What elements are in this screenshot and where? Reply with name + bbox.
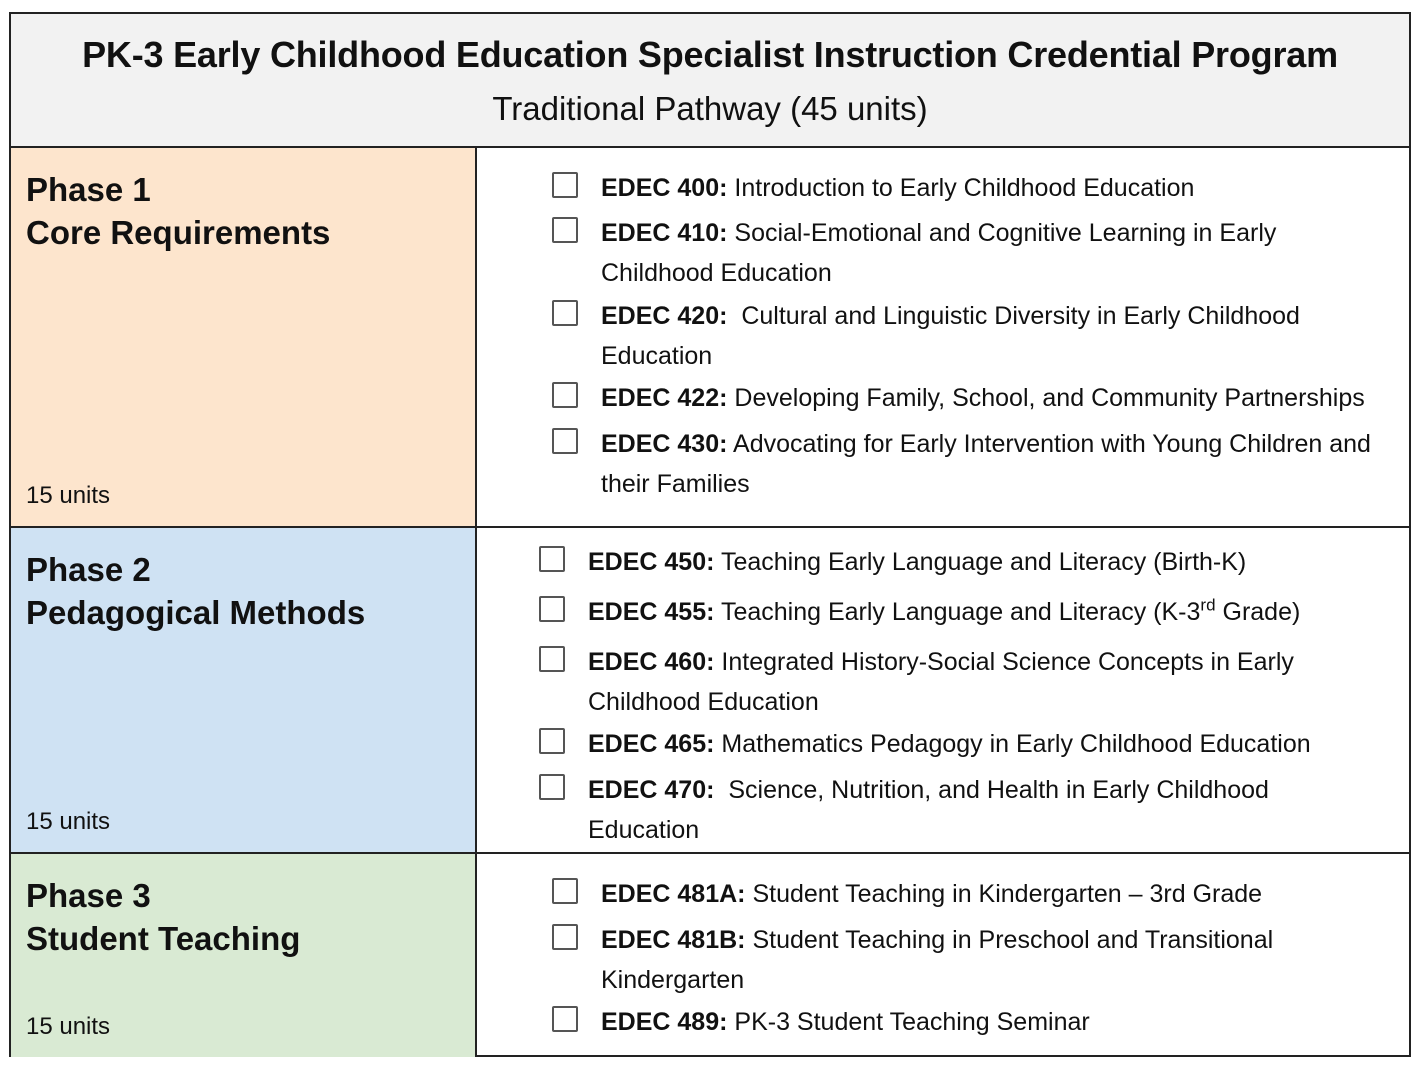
course-code: EDEC 410:	[601, 219, 728, 247]
course-title: Student Teaching in Kindergarten – 3rd Grade	[745, 880, 1263, 908]
page-title: PK-3 Early Childhood Education Specialist Instruction Credential Program	[82, 34, 1338, 75]
phase-number: Phase 3	[26, 877, 151, 914]
page-subtitle: Traditional Pathway (45 units)	[492, 90, 928, 127]
course-checkbox[interactable]	[552, 300, 578, 326]
course-code: EDEC 489:	[601, 1008, 728, 1036]
course-checkbox[interactable]	[539, 728, 565, 754]
course-title: Introduction to Early Childhood Education	[727, 174, 1195, 202]
course-checkbox[interactable]	[552, 217, 578, 243]
phase-cell	[11, 528, 477, 852]
phase-heading	[26, 168, 330, 254]
course-code: EDEC 460:	[588, 648, 715, 676]
course-checkbox[interactable]	[552, 428, 578, 454]
phase-units: 15 units	[26, 1013, 111, 1040]
course-code: EDEC 465:	[588, 730, 715, 758]
program-table	[9, 12, 1411, 1057]
course-item	[601, 1002, 1401, 1042]
course-item	[601, 296, 1371, 376]
course-item	[588, 770, 1328, 850]
course-checkbox[interactable]	[552, 878, 578, 904]
course-title: Integrated History-Social Science Concepts in Early Childhood Education	[588, 648, 1294, 716]
course-title: Science, Nutrition, and Health in Early Childhood Education	[588, 776, 1276, 844]
course-code: EDEC 400:	[601, 174, 728, 202]
phase-number: Phase 2	[26, 551, 151, 588]
course-item	[601, 424, 1401, 504]
course-title: PK-3 Student Teaching Seminar	[727, 1008, 1090, 1036]
course-checkbox[interactable]	[552, 382, 578, 408]
phase-heading	[26, 874, 300, 960]
phase-title: Student Teaching	[26, 920, 301, 957]
phase-units: 15 units	[26, 808, 111, 835]
course-title: Teaching Early Language and Literacy (K-3	[714, 598, 1201, 626]
course-code: EDEC 420:	[601, 302, 728, 330]
table-header	[11, 14, 1409, 148]
course-title: Mathematics Pedagogy in Early Childhood Education	[714, 730, 1311, 758]
course-checkbox[interactable]	[552, 924, 578, 950]
course-item	[588, 724, 1408, 764]
course-item	[601, 168, 1401, 208]
ordinal-suffix: rd	[1200, 595, 1216, 615]
course-item	[588, 642, 1358, 722]
course-title: Teaching Early Language and Literacy (Birth-K)	[714, 548, 1247, 576]
course-code: EDEC 450:	[588, 548, 715, 576]
phase-title: Pedagogical Methods	[26, 594, 366, 631]
course-title: Developing Family, School, and Community Partnerships	[727, 384, 1365, 412]
course-checkbox[interactable]	[552, 172, 578, 198]
course-code: EDEC 422:	[601, 384, 728, 412]
phase-row-3	[11, 854, 1409, 1057]
course-list	[477, 148, 1409, 526]
course-item	[601, 874, 1401, 914]
course-code: EDEC 430:	[601, 430, 728, 458]
course-list	[477, 854, 1409, 1057]
course-title: Student Teaching in Preschool and Transitional Kindergarten	[601, 926, 1274, 994]
course-title: Social-Emotional and Cognitive Learning in Early Childhood Education	[601, 219, 1277, 287]
course-checkbox[interactable]	[552, 1006, 578, 1032]
course-list	[477, 528, 1409, 852]
phase-row-1	[11, 148, 1409, 528]
phase-units: 15 units	[26, 482, 111, 509]
course-item	[588, 542, 1408, 582]
course-checkbox[interactable]	[539, 546, 565, 572]
course-item	[601, 378, 1409, 418]
course-code: EDEC 481B:	[601, 926, 746, 954]
course-code: EDEC 481A:	[601, 880, 746, 908]
phase-title: Core Requirements	[26, 214, 331, 251]
course-code: EDEC 455:	[588, 598, 715, 626]
course-checkbox[interactable]	[539, 646, 565, 672]
phase-cell	[11, 148, 477, 526]
course-checkbox[interactable]	[539, 596, 565, 622]
phase-heading	[26, 548, 365, 634]
course-code: EDEC 470:	[588, 776, 715, 804]
phase-number: Phase 1	[26, 171, 151, 208]
phase-row-2	[11, 528, 1409, 854]
phase-cell	[11, 854, 477, 1057]
course-checkbox[interactable]	[539, 774, 565, 800]
course-item	[588, 592, 1408, 632]
course-title: Cultural and Linguistic Diversity in Early Childhood Education	[601, 302, 1307, 370]
course-title: Advocating for Early Intervention with Young Children and their Families	[601, 430, 1371, 498]
course-item	[601, 920, 1321, 1000]
course-title-end: Grade)	[1215, 598, 1301, 626]
course-item	[601, 213, 1341, 293]
